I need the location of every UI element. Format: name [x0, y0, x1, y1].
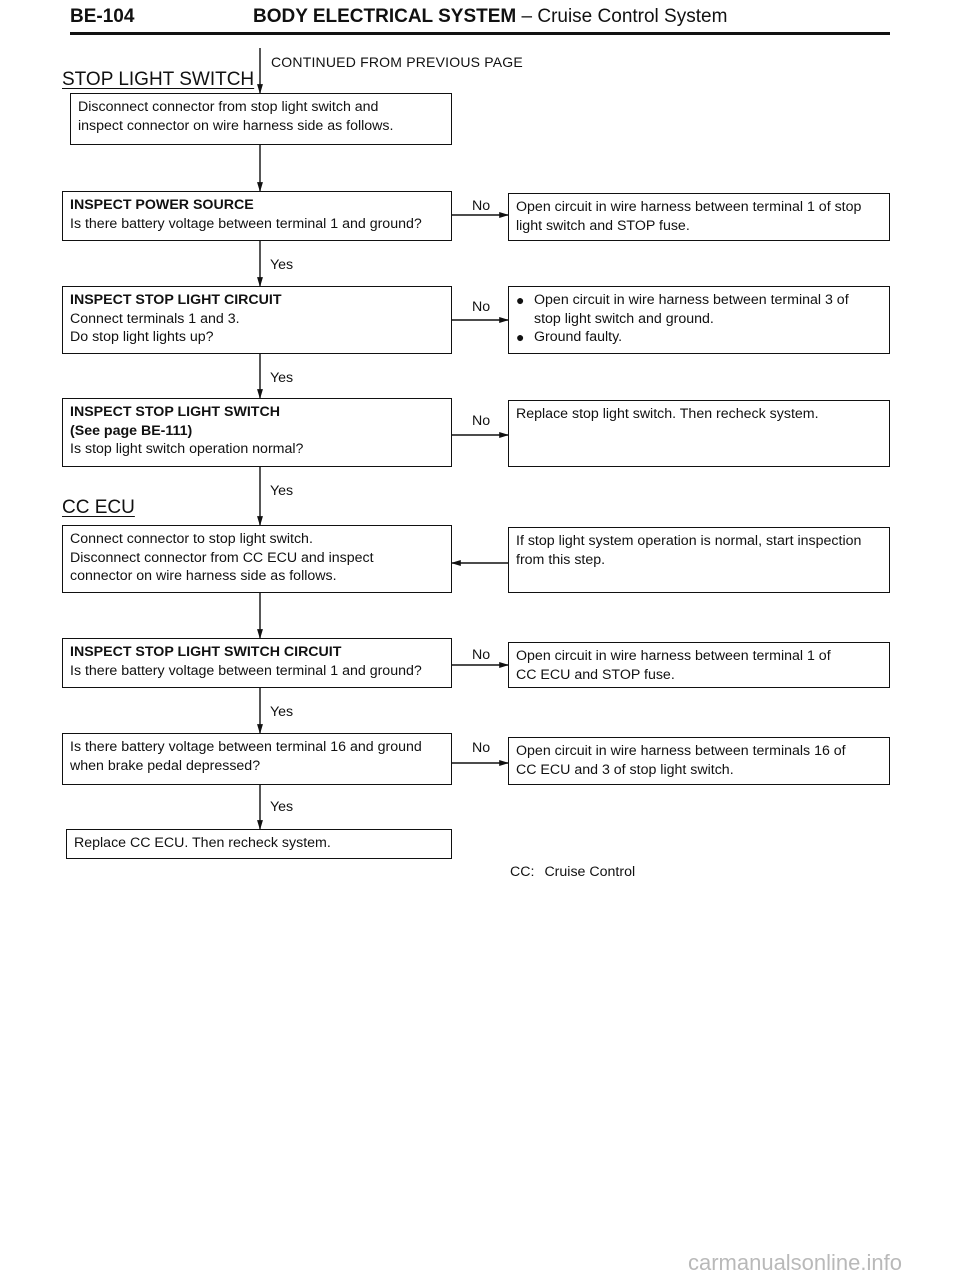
step-inspect-stop-light-switch: INSPECT STOP LIGHT SWITCH (See page BE-111) Is stop light switch operation normal? [62, 398, 452, 467]
no-label: No [472, 647, 491, 663]
yes-label: Yes [270, 257, 294, 273]
section-stop-light-switch: STOP LIGHT SWITCH [62, 69, 255, 90]
result-light-circuit-faults: ● Open circuit in wire harness between terminal 3 of stop light switch and ground. ● Ground faulty. [508, 286, 890, 354]
abbreviation-footnote: CC: Cruise Control [510, 864, 636, 880]
yes-label: Yes [270, 799, 294, 815]
no-label: No [472, 740, 491, 756]
page-code: BE-104 [70, 6, 135, 27]
result-switch-circuit-open: Open circuit in wire harness between terminal 1 of CC ECU and STOP fuse. [508, 642, 890, 688]
bullet-icon: ● [516, 292, 525, 308]
step-inspect-stop-light-circuit: INSPECT STOP LIGHT CIRCUIT Connect terminals 1 and 3. Do stop light lights up? [62, 286, 452, 354]
yes-label: Yes [270, 704, 294, 720]
step-inspect-switch-circuit: INSPECT STOP LIGHT SWITCH CIRCUIT Is there battery voltage between terminal 1 and ground? [62, 638, 452, 688]
step-connect-cc-ecu: Connect connector to stop light switch. Disconnect connector from CC ECU and inspect connector on wire harness side as follows. [62, 525, 452, 593]
no-label: No [472, 198, 491, 214]
result-replace-stop-light-switch: Replace stop light switch. Then recheck system. [508, 400, 890, 467]
no-label: No [472, 413, 491, 429]
section-cc-ecu: CC ECU [62, 497, 135, 518]
page-title: BODY ELECTRICAL SYSTEM – Cruise Control System [253, 6, 728, 27]
watermark: carmanualsonline.info [687, 1250, 902, 1275]
yes-label: Yes [270, 370, 294, 386]
result-terminal-16-open: Open circuit in wire harness between terminals 16 of CC ECU and 3 of stop light switch. [508, 737, 890, 785]
step-terminal-16-check: Is there battery voltage between terminal 16 and ground when brake pedal depressed? [62, 733, 452, 785]
note-start-inspection: If stop light system operation is normal, start inspection from this step. [508, 527, 890, 593]
no-label: No [472, 299, 491, 315]
result-power-source-open-circuit: Open circuit in wire harness between terminal 1 of stop light switch and STOP fuse. [508, 193, 890, 241]
step-inspect-power-source: INSPECT POWER SOURCE Is there battery voltage between terminal 1 and ground? [62, 191, 452, 241]
yes-label: Yes [270, 483, 294, 499]
step-replace-cc-ecu: Replace CC ECU. Then recheck system. [66, 829, 452, 859]
continued-note: CONTINUED FROM PREVIOUS PAGE [271, 54, 523, 70]
bullet-icon: ● [516, 329, 525, 345]
step-disconnect-switch: Disconnect connector from stop light switch and inspect connector on wire harness side as follows. [70, 93, 452, 145]
